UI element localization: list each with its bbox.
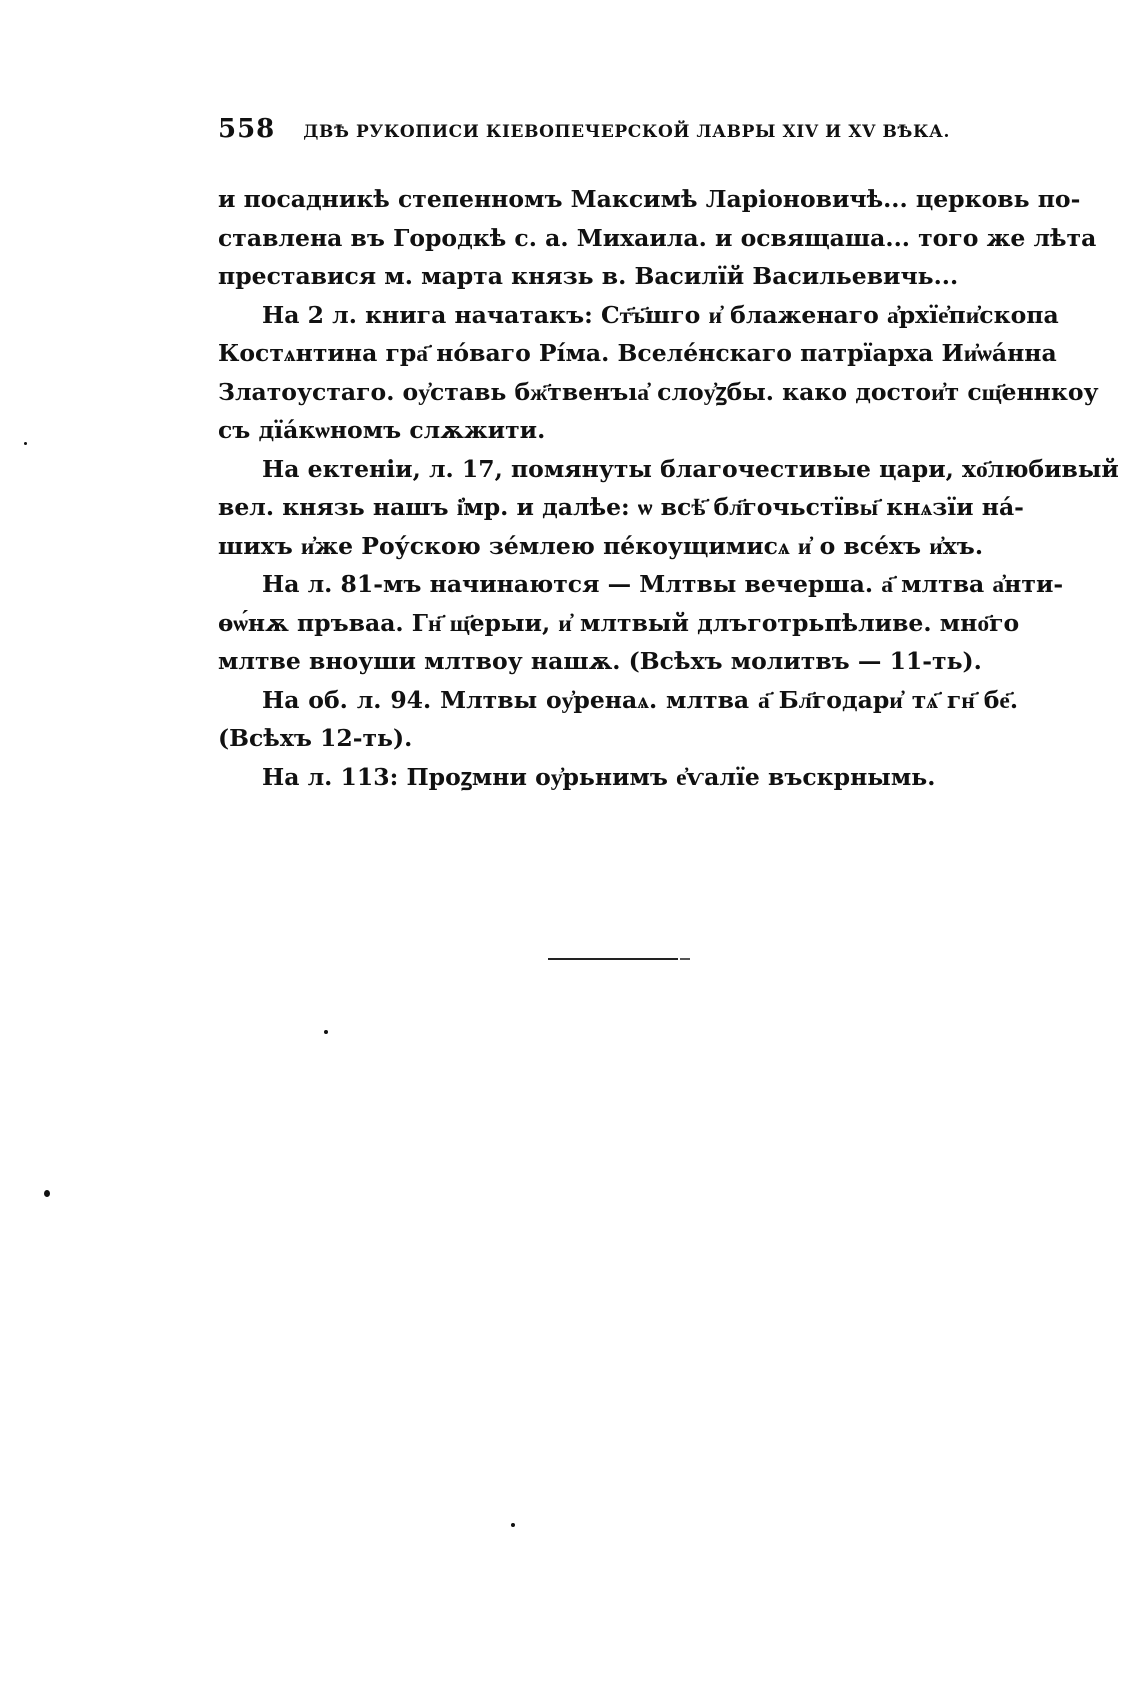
print-speck xyxy=(324,1030,328,1034)
print-speck xyxy=(44,1190,50,1197)
body-text xyxy=(218,180,1119,796)
text-line: вел. князь нашъ і҆мр. и далѣе: ѡ всѣ҃ бл҃гочьстївы҃ кнѧзїи на́- xyxy=(218,493,1024,521)
text-line: и посадникѣ степенномъ Максимѣ Ларіоновичѣ... церковь по- xyxy=(218,185,1081,213)
page-header xyxy=(218,114,1018,154)
text-line: Костѧнтина гра҃ но́ваго Рі́ма. Вселе́нскаго патрїарха Ии҆ѡа́нна xyxy=(218,339,1057,367)
text-line: (Всѣхъ 12-ть). xyxy=(218,724,413,752)
text-line: На об. л. 94. Млтвы оу҆ренаѧ. млтва а҃ Бл҃годари҆ тѧ҃ гн҃ бе҃. xyxy=(262,685,1018,714)
text-line: На 2 л. книга начатакъ: Ст҃ъ҃шго и҆ блаженаго а҆рхїе҆пи҆скопа xyxy=(262,300,1059,329)
text-line: ставлена въ Городкѣ с. а. Михаила. и освящаша... того же лѣта xyxy=(218,223,1097,252)
page-number: 558 xyxy=(218,114,276,144)
text-line: На ектеніи, л. 17, помянуты благочестивые цари, хо҃любивый xyxy=(262,454,1119,483)
text-line: Златоустаго. оу҆ставь бж҃твенъıа҆ слоу҆ꙁбы. како достои҆т сщ҃еннкоу xyxy=(218,377,1099,406)
section-end-rule xyxy=(548,958,678,960)
text-line: млтве вноуши млтвоу нашѫ. (Всѣхъ молитвъ — 11-ть). xyxy=(218,647,982,675)
print-speck xyxy=(24,442,27,445)
text-line: На л. 81-мъ начинаются — Млтвы вечерша. а҃ млтва а҆нти- xyxy=(262,570,1064,598)
text-line: съ дїа́кѡномъ слѫжити. xyxy=(218,416,546,444)
text-line: На л. 113: Проꙁмни оу҆рьнимъ е҆ѵалїе въскрнымь. xyxy=(262,762,936,791)
running-head: ДВѢ РУКОПИСИ КІЕВОПЕЧЕРСКОЙ ЛАВРЫ XIV И XV ВѢКА. xyxy=(303,122,951,142)
text-line: преставися м. марта князь в. Василїй Васильевичь... xyxy=(218,262,959,290)
print-speck xyxy=(511,1523,515,1527)
text-line: ѳѡ́нѫ пръваа. Гн҃ щ҃ерыи, и҆ млтвый длъготрьпѣливе. мно҃го xyxy=(218,608,1020,637)
text-line: шихъ и҆же Роу́скою зе́млею пе́коущимисѧ и҆ о все́хъ и҆хъ. xyxy=(218,531,984,560)
